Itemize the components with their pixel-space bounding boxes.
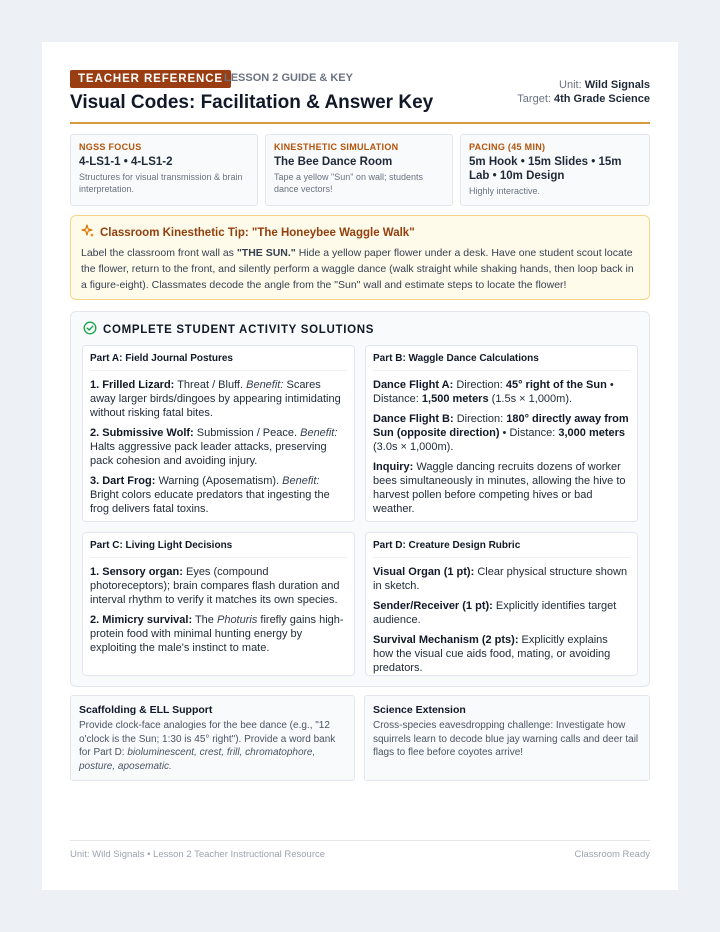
answer-emphasis: Benefit: [282, 475, 320, 487]
scaffolding-title: Scaffolding & ELL Support [79, 704, 213, 716]
answer-text: Bright colors educate predators that ingesting the frog delivers fatal toxins. [90, 489, 330, 515]
answer-emphasis: Photuris [216, 614, 258, 626]
answer-text: Warning (Aposematism). [155, 475, 283, 487]
answer-label: Inquiry: [373, 461, 414, 473]
answer-text: • Distance: [499, 427, 559, 439]
info-cards [70, 134, 650, 206]
answer-text: Threat / Bluff. [174, 379, 247, 391]
card-label: NGSS FOCUS [79, 142, 142, 152]
answer-text: firefly gains high-protein food with minimal hunting energy by exploiting the male's instinct to mate. [90, 614, 344, 654]
answer-text: Waggle dancing recruits dozens of worker bees simultaneously in minutes, allowing the hive to harvest pollen before competing hives or bad weather. [373, 461, 626, 515]
part-b-panel [365, 345, 638, 522]
card-note: Tape a yellow "Sun" on wall; students dance vectors! [274, 172, 423, 194]
answer-item [90, 426, 347, 468]
rubric-label: Visual Organ (1 pt): [373, 566, 475, 578]
unit-value: Wild Signals [584, 79, 650, 91]
rubric-item [373, 599, 630, 627]
part-a-panel [82, 345, 355, 522]
answer-item [373, 378, 630, 406]
extension-card [364, 695, 650, 781]
part-d-title: Part D: Creature Design Rubric [373, 540, 630, 558]
tip-title: Classroom Kinesthetic Tip: "The Honeybee Waggle Walk" [100, 226, 415, 239]
target-line [517, 92, 650, 106]
answer-item [373, 460, 630, 516]
card-value: 4-LS1-1 • 4-LS1-2 [79, 156, 173, 168]
answer-item [90, 378, 347, 420]
answer-label: 2. Mimicry survival: [90, 614, 193, 626]
card-label: KINESTHETIC SIMULATION [274, 142, 399, 152]
rubric-item [373, 565, 630, 593]
rubric-label: Sender/Receiver (1 pt): [373, 600, 493, 612]
card-note: Highly interactive. [469, 186, 541, 196]
unit-label: Unit: [559, 79, 582, 91]
teacher-reference-badge: TEACHER REFERENCE [70, 70, 231, 88]
part-d-panel [365, 532, 638, 676]
card-note: Structures for visual transmission & brain interpretation. [79, 172, 243, 194]
answer-text: Direction: [453, 379, 506, 391]
target-label: Target: [517, 93, 551, 105]
sparkle-icon [81, 224, 95, 241]
answer-text: Direction: [453, 413, 507, 425]
answer-label: Dance Flight A: [373, 379, 454, 391]
tip-text: Hide a yellow paper flower under a desk. Have one student scout locate the flower, return to the front, and silently perform a waggle dance (walk straight while shaking hands, then loop back in a figure-eight). Classmates decode the angle from the "Sun" wall and estimate steps to locate the flower! [81, 247, 634, 291]
part-c-panel [82, 532, 355, 676]
target-value: 4th Grade Science [554, 93, 650, 105]
rubric-item [373, 633, 630, 675]
ngss-focus-card [70, 134, 258, 206]
footer-left: Unit: Wild Signals • Lesson 2 Teacher Instructional Resource [70, 849, 326, 860]
tip-body [81, 245, 639, 293]
rubric-label: Survival Mechanism (2 pts): [373, 634, 519, 646]
answer-item [90, 613, 347, 655]
answer-value: 45° right of the Sun [505, 379, 607, 391]
word-bank-terms: bioluminescent, crest, frill, chromatophore, posture, aposematic. [79, 747, 316, 772]
document-page [42, 42, 678, 890]
part-c-title: Part C: Living Light Decisions [90, 540, 347, 558]
scaffolding-body [79, 719, 346, 773]
card-value: The Bee Dance Room [274, 156, 393, 168]
rubric-text: Clear physical structure shown in sketch. [373, 566, 628, 592]
answer-emphasis: Benefit: [300, 427, 338, 439]
answer-value: 180° directly away from Sun (opposite direction) [373, 413, 629, 439]
rubric-text: Explicitly explains how the visual cue aids food, mating, or avoiding predators. [373, 634, 611, 674]
answer-label: 1. Frilled Lizard: [90, 379, 175, 391]
header [70, 70, 650, 124]
answer-emphasis: Benefit: [246, 379, 284, 391]
part-a-title: Part A: Field Journal Postures [90, 353, 347, 371]
card-value: 5m Hook • 15m Slides • 15m Lab • 10m Design [469, 156, 622, 182]
scaffolding-card [70, 695, 355, 781]
answer-label: 2. Submissive Wolf: [90, 427, 194, 439]
lesson-label: LESSON 2 GUIDE & KEY [224, 72, 353, 84]
solutions-section [70, 311, 650, 687]
page-title: Visual Codes: Facilitation & Answer Key [70, 92, 434, 113]
answer-label: Dance Flight B: [373, 413, 454, 425]
footer-right: Classroom Ready [574, 849, 650, 860]
answer-text: • Distance: [373, 379, 614, 405]
answer-item [90, 474, 347, 516]
answer-value: 3,000 meters [558, 427, 626, 439]
check-circle-icon [83, 321, 97, 338]
answer-text: The [192, 614, 217, 626]
extension-title: Science Extension [373, 704, 466, 716]
answer-value: 1,500 meters [421, 393, 489, 405]
part-b-title: Part B: Waggle Dance Calculations [373, 353, 630, 371]
answer-item [373, 412, 630, 454]
answer-text: Eyes (compound photoreceptors); brain compares flash duration and interval rhythm to verify it matches its own species. [90, 566, 340, 606]
answer-item [90, 565, 347, 607]
unit-line [517, 78, 650, 92]
support-cards [70, 695, 650, 781]
kinesthetic-simulation-card [265, 134, 453, 206]
card-label: PACING (45 MIN) [469, 142, 546, 152]
answer-text: Halts aggressive pack leader attacks, preserving pack cohesion and avoiding injury. [90, 441, 327, 467]
pacing-card [460, 134, 650, 206]
answer-text: Submission / Peace. [193, 427, 301, 439]
page-content [70, 70, 650, 860]
solutions-title-row [83, 321, 374, 338]
kinesthetic-tip-callout [70, 215, 650, 300]
answer-text: (1.5s × 1,000m). [488, 393, 573, 405]
header-meta [517, 78, 650, 106]
extension-body: Cross-species eavesdropping challenge: Investigate how squirrels learn to decode blue jay warning calls and deer tail flags to flee before coyotes arrive! [373, 720, 639, 758]
page-footer [70, 840, 650, 860]
solutions-title: COMPLETE STUDENT ACTIVITY SOLUTIONS [103, 323, 375, 336]
answer-label: 1. Sensory organ: [90, 566, 183, 578]
answer-text: (3.0s × 1,000m). [373, 441, 454, 453]
answer-label: 3. Dart Frog: [90, 475, 156, 487]
scaffolding-text: Provide clock-face analogies for the bee dance (e.g., "12 o'clock is the Sun; 1:30 is 45° right"). Provide a word bank for Part D: [79, 720, 336, 758]
tip-emphasis: "THE SUN." [236, 247, 296, 259]
tip-title-row [81, 224, 639, 241]
tip-text: Label the classroom front wall as [81, 247, 237, 259]
answer-text: Scares away larger birds/dingoes by appearing intimidating without risking fatal bites. [90, 379, 341, 419]
rubric-text: Explicitly identifies target audience. [373, 600, 617, 626]
